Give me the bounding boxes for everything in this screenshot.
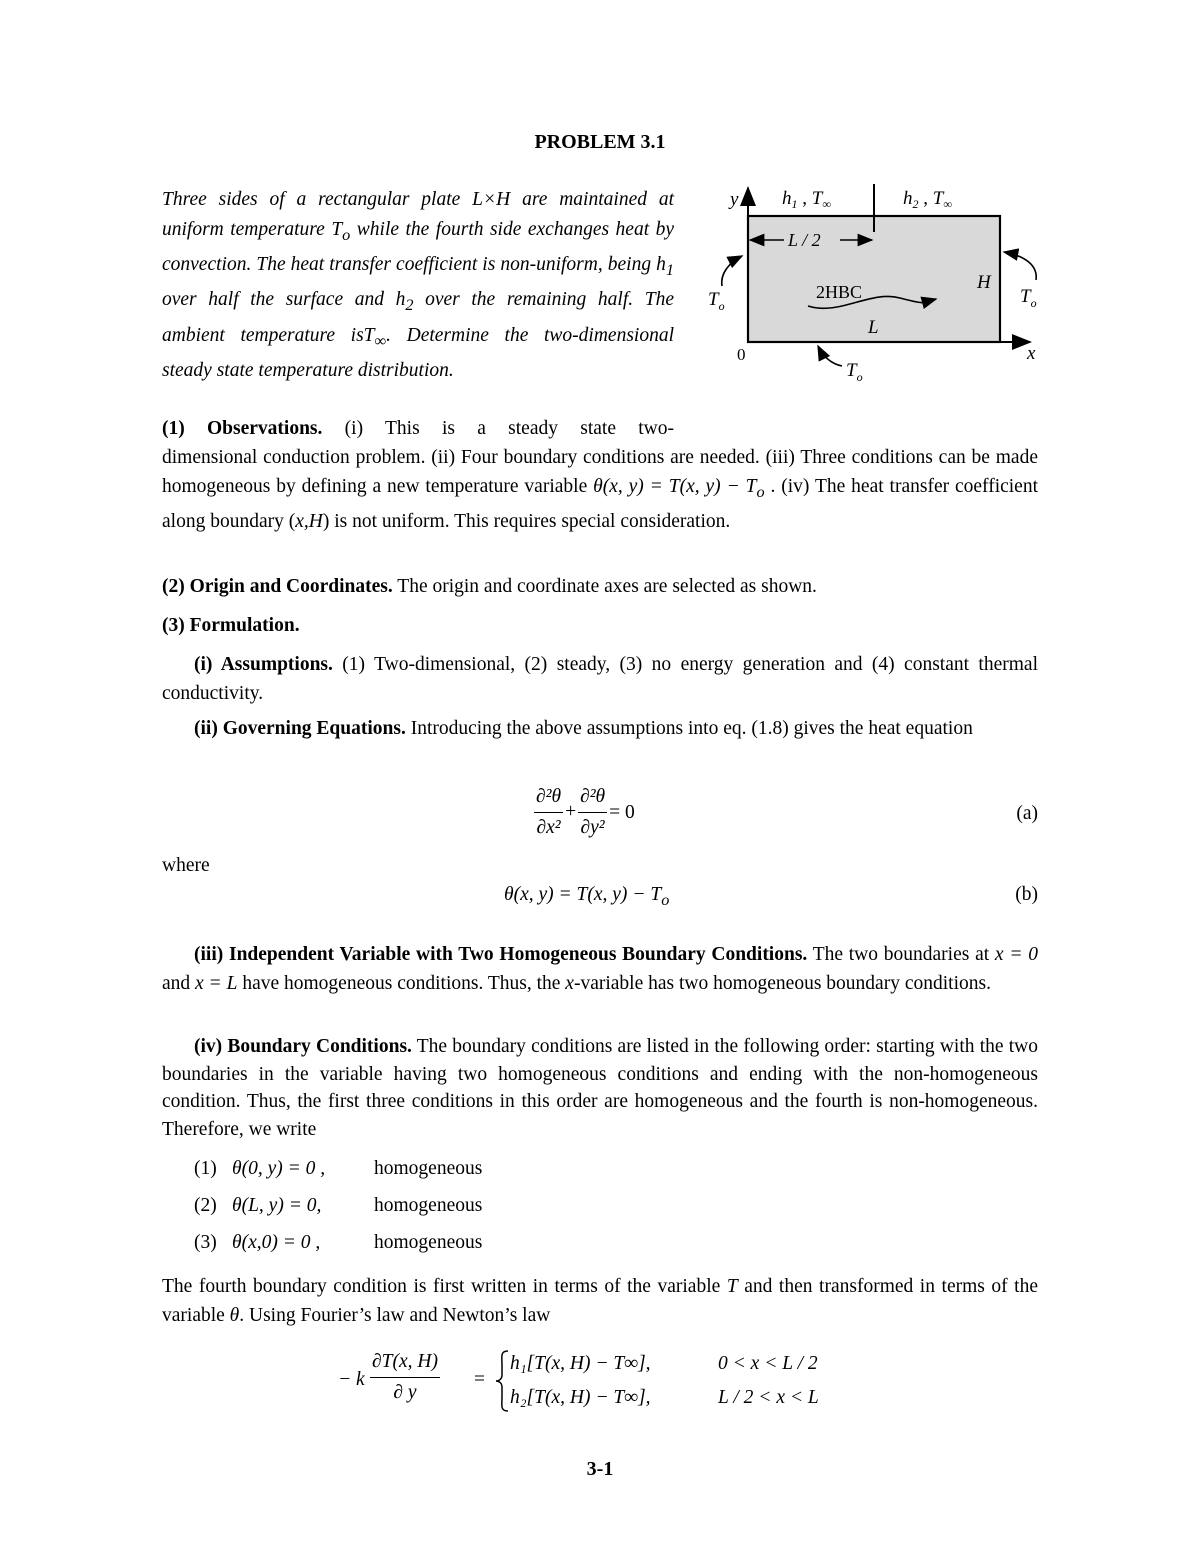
origin-paragraph: (2) Origin and Coordinates. The origin and coordinate axes are selected as shown. <box>162 576 817 597</box>
left-to-arrow <box>722 256 742 286</box>
h1-label: $h_1$ , $T_\infty$ <box>782 188 831 211</box>
observations-rest: dimensional conduction problem. (ii) Four boundary conditions are needed. (iii) Three conditions can be made homogeneous by defining a new temperature variable θ(x, y) = T(x, $y) - T_o$ . (iv) The heat transfer coefficient along boundary (x,H) is not uniform. This requires special consideration. <box>162 447 1039 532</box>
left-brace <box>494 1349 510 1413</box>
governing-paragraph: (ii) Governing Equations. Introducing the above assumptions into eq. (1.8) gives the heat equation <box>194 718 973 739</box>
equation-b: θ(x, y) = T(x, $y) - T_o$ (b) <box>162 880 1038 910</box>
governing-heading: (ii) Governing Equations. <box>194 718 406 739</box>
bottom-to-label: $T_o$ <box>846 360 863 384</box>
observations-heading: (1) Observations. <box>162 418 323 439</box>
boundary-conditions-heading: (iv) Boundary Conditions. <box>194 1036 412 1057</box>
boundary-condition-item: (3) θ(x,0) = 0 , homogeneous <box>194 1232 483 1253</box>
problem-statement: Three sides of a rectangular plate L×H are maintained at uniform temperature $T_o$ while the fourth side exchanges heat by convection. The heat transfer coefficient is non-uniform, being $h_1$ over half the surface and $h_2$ over the remaining half. The ambient temperature isT$_\infty$. Determine the two-dimensional steady state temperature distribution. <box>162 189 675 382</box>
where-text: where <box>162 855 210 876</box>
assumptions-paragraph: (i) Assumptions. (1) Two-dimensional, (2) steady, (3) no energy generation and (4) constant thermal conductivity. <box>162 654 1038 704</box>
boundary-condition-item: (2) θ(L, y) = 0, homogeneous <box>194 1195 483 1216</box>
observations-paragraph <box>162 414 1038 536</box>
bottom-to-arrow <box>818 346 842 366</box>
equation-b-number: (b) <box>1015 884 1038 905</box>
observations-first-line: (1) Observations. (i) This is a steady state two- <box>162 418 674 439</box>
origin-heading: (2) Origin and Coordinates. <box>162 576 393 597</box>
boundary-conditions-paragraph: (iv) Boundary Conditions. The boundary conditions are listed in the following order: starting with the two boundaries in the variable having two homogeneous conditions and ending with the non-homogeneous condition. Thus, the first three conditions in this order are homogeneous and the fourth is non-homogeneous. Therefore, we write <box>162 1036 1038 1140</box>
boundary-condition-item: (1) θ(0, y) = 0 , homogeneous <box>194 1158 483 1179</box>
origin-label: 0 <box>737 345 746 364</box>
length-label: L <box>868 317 879 338</box>
assumptions-heading: (i) Assumptions. <box>194 654 333 675</box>
right-to-label: $T_o$ <box>1020 286 1037 310</box>
height-label: H <box>977 272 991 293</box>
fourth-boundary-equation: − k $\frac{\partial T(x, H)}{\partial y}$ = h₁[T(x, H) − T∞], 0 < x < L / 2 h₂[T(x, H) − T∞], L / 2 < x < L <box>338 1345 898 1417</box>
half-length-label: L / 2 <box>788 230 821 250</box>
left-to-label: $T_o$ <box>708 289 725 313</box>
page-title: PROBLEM 3.1 <box>534 131 666 153</box>
equation-a-number: (a) <box>1016 803 1038 824</box>
y-axis-label: y <box>730 189 739 210</box>
right-to-arrow <box>1004 252 1036 280</box>
formulation-heading: (3) Formulation. <box>162 615 300 636</box>
independent-variable-paragraph: (iii) Independent Variable with Two Homogeneous Boundary Conditions. The two boundaries at x = 0 and x = L have homogeneous conditions. Thus, the x-variable has two homogeneous boundary conditions. <box>162 944 1038 994</box>
independent-variable-heading: (iii) Independent Variable with Two Homogeneous Boundary Conditions. <box>194 944 808 965</box>
boundary-condition-list <box>194 1154 894 1265</box>
label-2hbc: 2HBC <box>816 282 863 302</box>
equation-a: $\frac{\text{∂²θ}}{\text{∂x²}}$ + $\frac{\text{∂²θ}}{\text{∂y²}}$ = 0 (a) <box>162 782 1038 846</box>
fourth-condition-paragraph: The fourth boundary condition is first written in terms of the variable T and then transformed in terms of the variable θ. Using Fourier’s law and Newton’s law <box>162 1276 1039 1326</box>
h2-label: $h_2$ , $T_\infty$ <box>903 188 952 211</box>
page-number: 3-1 <box>586 1458 614 1480</box>
plate-diagram <box>700 178 1050 388</box>
x-axis-label: x <box>1027 343 1036 364</box>
